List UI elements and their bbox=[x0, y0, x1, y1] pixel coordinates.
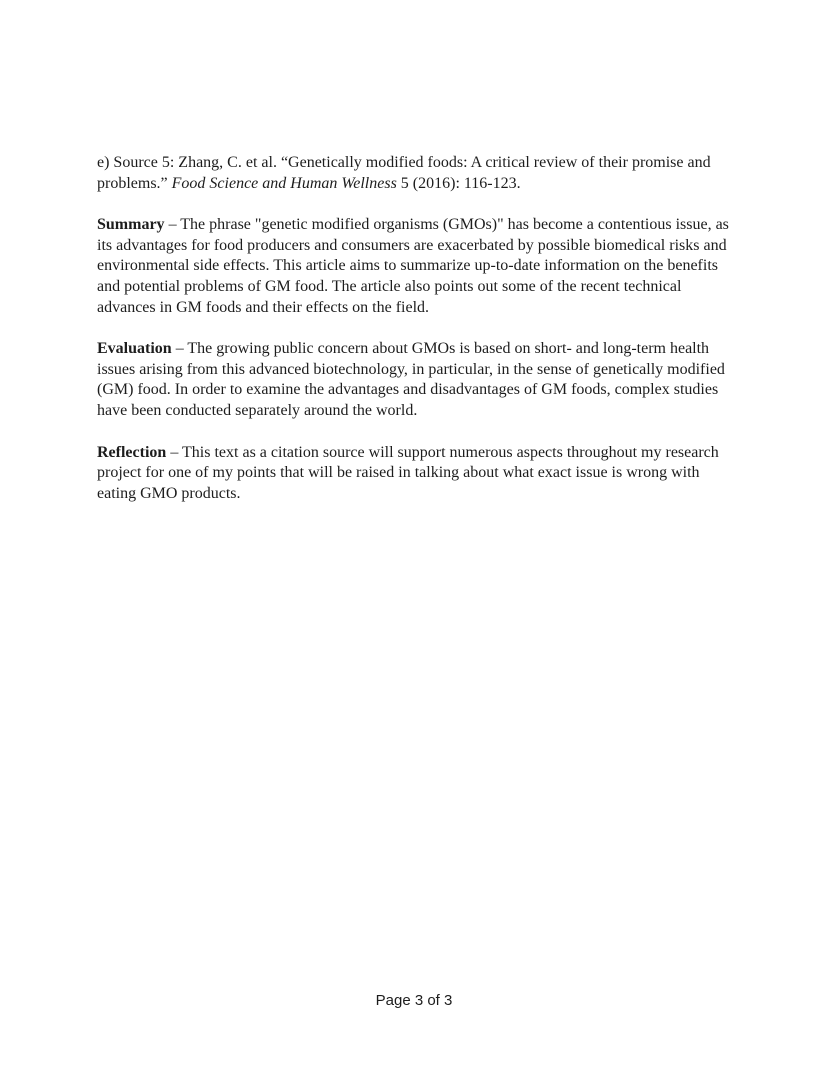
summary-text: – The phrase "genetic modified organisms (GMOs)" has become a contentious issue, as its advantages for food producers and consumers are exacerbated by possible biomedical risks and environmental side effects. This article aims to summarize up-to-date information on the benefits and potential problems of GM food. The article also points out some of the recent technical advances in GM foods and their effects on the field. bbox=[97, 216, 729, 316]
citation-text-before-journal: e) Source 5: Zhang, C. et al. “Genetically modified foods: A critical review of their promise and problems.” bbox=[97, 154, 711, 192]
evaluation-text: – The growing public concern about GMOs is based on short- and long-term health issues arising from this advanced biotechnology, in particular, in the sense of genetically modified (GM) food. In order to examine the advantages and disadvantages of GM foods, complex studies have been conducted separately around the world. bbox=[97, 340, 725, 419]
summary-label: Summary bbox=[97, 216, 165, 234]
citation-text-after-journal: 5 (2016): 116-123. bbox=[396, 174, 521, 192]
reflection-paragraph bbox=[97, 443, 733, 505]
summary-paragraph bbox=[97, 215, 733, 318]
reflection-text: – This text as a citation source will support numerous aspects throughout my research project for one of my points that will be raised in talking about what exact issue is wrong with eating GMO products. bbox=[97, 443, 719, 502]
document-body bbox=[97, 153, 733, 525]
page-number: Page 3 of 3 bbox=[375, 992, 453, 1009]
reflection-label: Reflection bbox=[97, 443, 167, 461]
evaluation-label: Evaluation bbox=[97, 340, 172, 358]
citation-paragraph bbox=[97, 153, 733, 194]
evaluation-paragraph bbox=[97, 339, 733, 421]
journal-title: Food Science and Human Wellness bbox=[171, 174, 397, 192]
